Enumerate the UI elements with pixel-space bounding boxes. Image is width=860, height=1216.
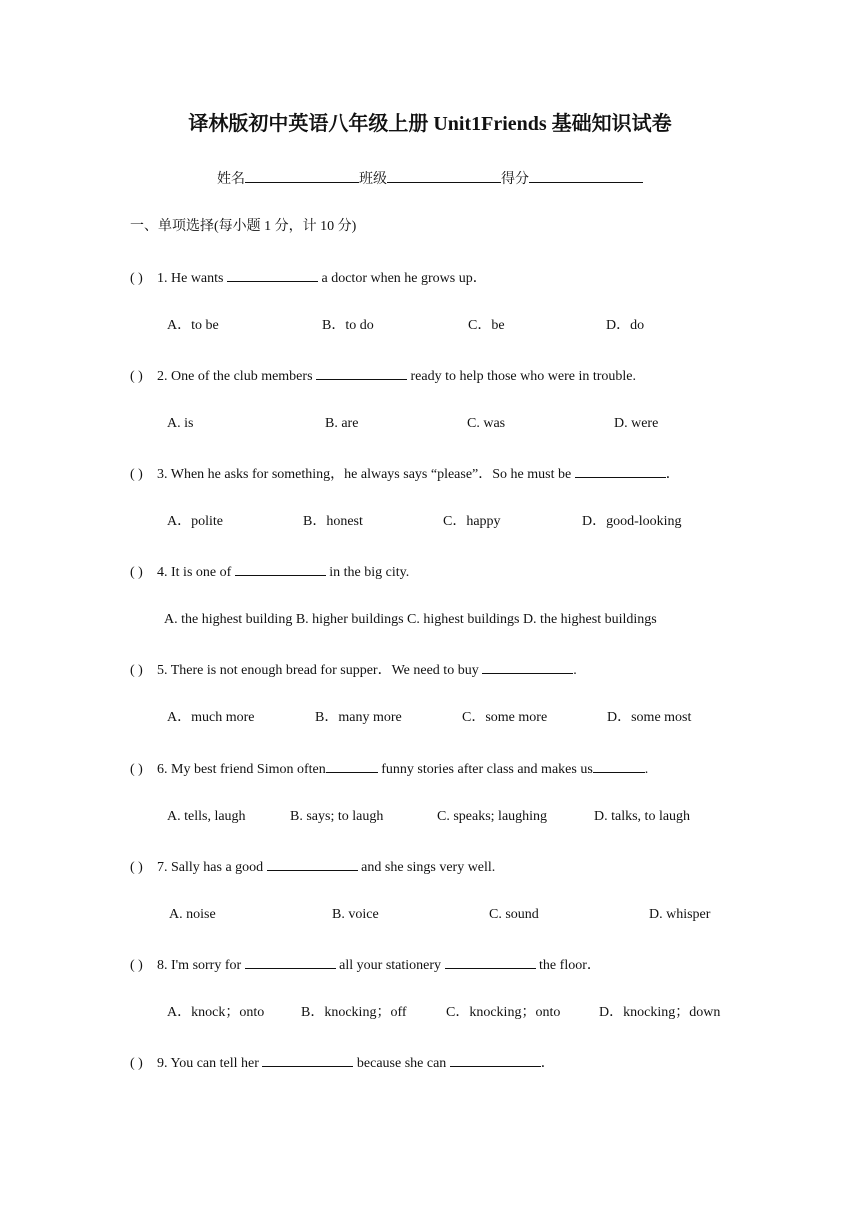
- question-text-end: .: [644, 762, 649, 777]
- answer-paren[interactable]: ( ): [130, 369, 143, 384]
- answer-paren[interactable]: ( ): [130, 1056, 143, 1071]
- score-label: 得分: [501, 172, 529, 187]
- option-a: A．knock；onto: [167, 1005, 265, 1020]
- option-b: B. says; to laugh: [290, 809, 384, 824]
- question-text: 9. You can tell her: [157, 1056, 263, 1071]
- option-b: B. are: [325, 416, 359, 431]
- option-b: B．knocking；off: [301, 1005, 407, 1020]
- option-b: B. voice: [332, 907, 379, 922]
- options-5: [0, 708, 860, 728]
- name-blank[interactable]: [245, 168, 359, 183]
- options-7: [0, 905, 860, 925]
- answer-paren[interactable]: ( ): [130, 565, 143, 580]
- question-text: 3. When he asks for something，he always says “please”．So he must be: [157, 467, 575, 482]
- options-6: [0, 807, 860, 827]
- option-a: A．polite: [167, 514, 223, 529]
- question-7: [130, 856, 790, 878]
- answer-blank-2: [445, 954, 536, 969]
- answer-blank: [326, 758, 378, 773]
- option-d: D. whisper: [649, 907, 711, 922]
- question-text-end: ．: [665, 467, 680, 482]
- answer-paren[interactable]: ( ): [130, 958, 143, 973]
- answer-blank: [267, 856, 358, 871]
- option-c: C. speaks; laughing: [437, 809, 548, 824]
- option-a: A. tells, laugh: [167, 809, 246, 824]
- question-text-end: ．: [540, 1056, 555, 1071]
- answer-paren[interactable]: ( ): [130, 663, 143, 678]
- question-3: [130, 463, 790, 485]
- option-c: C．be: [468, 318, 505, 333]
- options-3: [0, 512, 860, 532]
- option-a: A．much more: [167, 710, 255, 725]
- option-c: C. sound: [489, 907, 539, 922]
- option-d: D．good-looking: [582, 514, 682, 529]
- answer-blank: [316, 365, 407, 380]
- option-d: D．some most: [607, 710, 692, 725]
- answer-paren[interactable]: ( ): [130, 762, 143, 777]
- question-9: [130, 1052, 790, 1074]
- option-d: D. talks, to laugh: [594, 809, 691, 824]
- question-8: [130, 954, 790, 976]
- question-text-end: and she sings very well.: [357, 860, 496, 875]
- answer-paren[interactable]: ( ): [130, 467, 143, 482]
- options-1: [0, 316, 860, 336]
- option-d: D．do: [606, 318, 645, 333]
- option-d: D. were: [614, 416, 659, 431]
- question-text: 4. It is one of: [157, 565, 235, 580]
- question-5: [130, 659, 790, 681]
- question-text: 8. I'm sorry for: [157, 958, 245, 973]
- class-label: 班级: [359, 172, 387, 187]
- question-text-mid: because she can: [353, 1056, 450, 1071]
- page-title: 译林版初中英语八年级上册 Unit1Friends 基础知识试卷: [188, 113, 672, 135]
- question-text-end: the floor．: [535, 958, 601, 973]
- question-text: 1. He wants: [157, 271, 227, 286]
- answer-blank-2: [593, 758, 645, 773]
- option-c: C．knocking；onto: [446, 1005, 561, 1020]
- question-text: 2. One of the club members: [157, 369, 317, 384]
- question-2: [130, 365, 790, 387]
- options-2: [0, 414, 860, 434]
- answer-blank: [262, 1052, 353, 1067]
- question-6: [130, 758, 790, 780]
- answer-paren[interactable]: ( ): [130, 271, 143, 286]
- option-b: B．to do: [322, 318, 374, 333]
- question-text: 6. My best friend Simon often: [157, 762, 326, 777]
- student-info-line: [0, 168, 860, 190]
- name-label: 姓名: [217, 172, 245, 187]
- question-text-mid: all your stationery: [335, 958, 445, 973]
- section-heading: 一、单项选择(每小题 1 分，计 10 分): [130, 219, 357, 234]
- answer-blank-2: [450, 1052, 541, 1067]
- option-c: C．some more: [462, 710, 548, 725]
- question-text-mid: funny stories after class and makes us: [377, 762, 593, 777]
- score-blank[interactable]: [529, 168, 643, 183]
- answer-blank: [235, 561, 326, 576]
- answer-blank: [482, 659, 573, 674]
- question-text-end: a doctor when he grows up．: [318, 271, 487, 286]
- question-text: 5. There is not enough bread for supper．We need to buy: [157, 663, 483, 678]
- option-a: A. noise: [169, 907, 216, 922]
- option-c: C．happy: [443, 514, 501, 529]
- option-d: D．knocking；down: [599, 1005, 721, 1020]
- question-4: [130, 561, 790, 583]
- options-4: A. the highest building B. higher buildings C. highest buildings D. the highest buildings: [164, 612, 657, 627]
- answer-blank: [575, 463, 666, 478]
- options-8: [0, 1003, 860, 1023]
- option-a: A. is: [167, 416, 194, 431]
- option-b: B．many more: [315, 710, 402, 725]
- class-blank[interactable]: [387, 168, 501, 183]
- question-text-end: in the big city.: [325, 565, 410, 580]
- question-text-end: ready to help those who were in trouble.: [407, 369, 637, 384]
- option-c: C. was: [467, 416, 506, 431]
- option-a: A．to be: [167, 318, 219, 333]
- question-text-end: .: [573, 663, 577, 678]
- answer-blank: [227, 267, 318, 282]
- question-1: [130, 267, 790, 289]
- option-b: B．honest: [303, 514, 363, 529]
- answer-paren[interactable]: ( ): [130, 860, 143, 875]
- question-text: 7. Sally has a good: [157, 860, 267, 875]
- answer-blank: [245, 954, 336, 969]
